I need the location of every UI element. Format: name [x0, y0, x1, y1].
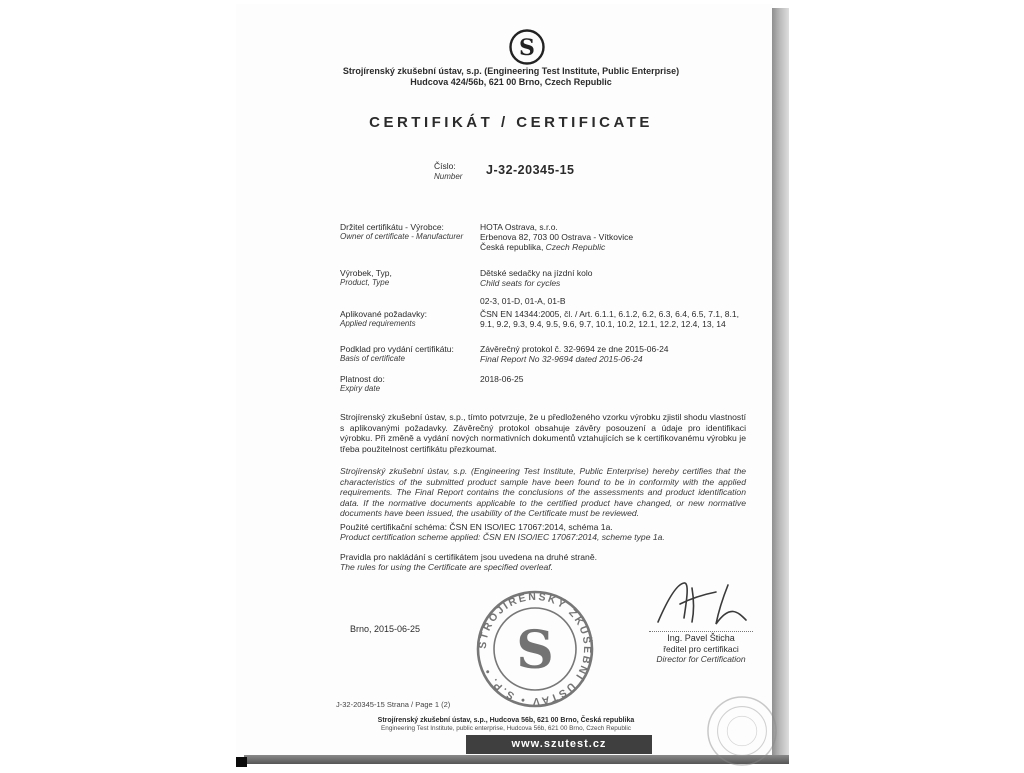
- signature-block: [626, 580, 776, 664]
- signature-handwriting-icon: [636, 580, 766, 626]
- product-name-en: Child seats for cycles: [480, 278, 561, 288]
- number-label: Číslo: Number: [434, 161, 463, 181]
- signatory-title-cs: ředitel pro certifikaci: [663, 644, 739, 654]
- product-value: [480, 268, 754, 306]
- signatory-title-en: Director for Certification: [656, 654, 746, 664]
- product-name-cs: Dětské sedačky na jízdní kolo: [480, 268, 593, 278]
- institute-header: [291, 66, 731, 88]
- basis-report-cs: Závěrečný protokol č. 32-9694 ze dne 2015-06-24: [480, 344, 669, 354]
- basis-value: [480, 344, 754, 364]
- statement-paragraph-en: Strojírenský zkušební ústav, s.p. (Engineering Test Institute, Public Enterprise) hereby certifies that the characteristics of the submitted product sample have been found to be in conformity with the applied requirements. The Final Report contains the conclusions of the assessments and product identification data. If the normative documents applicable to the certified product have changed, or new normative documents have been issued, the usability of the Certificate must be reviewed.: [340, 466, 746, 519]
- stamp-center-glyph: S: [516, 620, 554, 681]
- holder-value: [480, 222, 754, 252]
- footer-institute-cs: Strojírenský zkušební ústav, s.p., Hudcova 56b, 621 00 Brno, Česká republika: [377, 717, 635, 724]
- document-title: CERTIFIKÁT / CERTIFICATE: [369, 114, 653, 131]
- statement-paragraph-cs: Strojírenský zkušební ústav, s.p., tímto potvrzuje, že u předloženého vzorku výrobku zjistil shodu vlastností s aplikovanými požadavky. Závěrečný protokol obsahuje závěry posouzení a údaje pro identifikaci výrobku. Při změně a vydání nových normativních dokumentů vztahujících se k certifikovanému výrobku je třeba použitelnost certifikátu přezkoumat.: [340, 412, 746, 454]
- embossed-stamp-partial-icon: [692, 694, 792, 773]
- requirements-label: Aplikované požadavky: Applied requirements: [340, 309, 427, 328]
- page-reference: J-32-20345-15 Strana / Page 1 (2): [336, 700, 451, 709]
- rules-block: [340, 552, 746, 573]
- scheme-block: [340, 522, 746, 543]
- holder-label: Držitel certifikátu - Výrobce: Owner of certificate - Manufacturer: [340, 222, 464, 241]
- holder-company: HOTA Ostrava, s.r.o.: [480, 222, 558, 232]
- product-types: 02-3, 01-D, 01-A, 01-B: [480, 296, 566, 306]
- website-bar: www.szutest.cz: [466, 735, 652, 754]
- holder-country: Česká republika, Czech Republic: [480, 242, 606, 252]
- rules-line-cs: Pravidla pro nakládání s certifikátem jsou uvedena na druhé straně.: [340, 552, 598, 562]
- rules-line-en: The rules for using the Certificate are specified overleaf.: [340, 562, 554, 573]
- szu-logo-icon: [508, 28, 546, 71]
- footer-institute-block: [296, 716, 716, 733]
- validity-value: 2018-06-25: [480, 374, 524, 384]
- basis-label: Podklad pro vydání certifikátu: Basis of certificate: [340, 344, 454, 363]
- requirements-value: ČSN EN 14344:2005, čl. / Art. 6.1.1, 6.1.2, 6.2, 6.3, 6.4, 6.5, 7.1, 8.1, 9.1, 9.2, 9.3, 9.4, 9.5, 9.6, 9.7, 10.1, 10.2, 12.1, 12.2, 12.4, 13, 14: [480, 309, 739, 329]
- certificate-number: J-32-20345-15: [486, 163, 575, 177]
- issue-place-date: Brno, 2015-06-25: [350, 624, 421, 634]
- stamp-ring-text: STROJÍRENSKÝ ZKUŠEBNÍ ÚSTAV • S.P. •: [476, 590, 594, 708]
- institute-name-line: Strojírenský zkušební ústav, s.p. (Engineering Test Institute, Public Enterprise): [342, 66, 680, 76]
- institute-address-line: Hudcova 424/56b, 621 00 Brno, Czech Republic: [410, 77, 612, 87]
- footer-institute-en: Engineering Test Institute, public enterprise, Hudcova 56b, 621 00 Brno, Czech Republic: [381, 725, 631, 732]
- scan-edge-right: [772, 8, 789, 756]
- svg-text:S: S: [519, 35, 535, 61]
- scan-corner-mark: [236, 757, 247, 767]
- signature-dotted-line: [649, 631, 753, 632]
- holder-street: Erbenova 82, 703 00 Ostrava - Vítkovice: [480, 232, 634, 242]
- validity-label: Platnost do: Expiry date: [340, 374, 385, 393]
- scheme-line-cs: Použité certifikační schéma: ČSN EN ISO/IEC 17067:2014, schéma 1a.: [340, 522, 613, 532]
- product-label: Výrobek, Typ, Product, Type: [340, 268, 392, 287]
- basis-report-en: Final Report No 32-9694 dated 2015-06-24: [480, 354, 643, 364]
- round-stamp-icon: [474, 588, 596, 715]
- scheme-line-en: Product certification scheme applied: ČSN EN ISO/IEC 17067:2014, scheme type 1a.: [340, 532, 665, 543]
- certificate-paper: [236, 4, 773, 757]
- signatory-name: Ing. Pavel Šticha: [667, 633, 735, 643]
